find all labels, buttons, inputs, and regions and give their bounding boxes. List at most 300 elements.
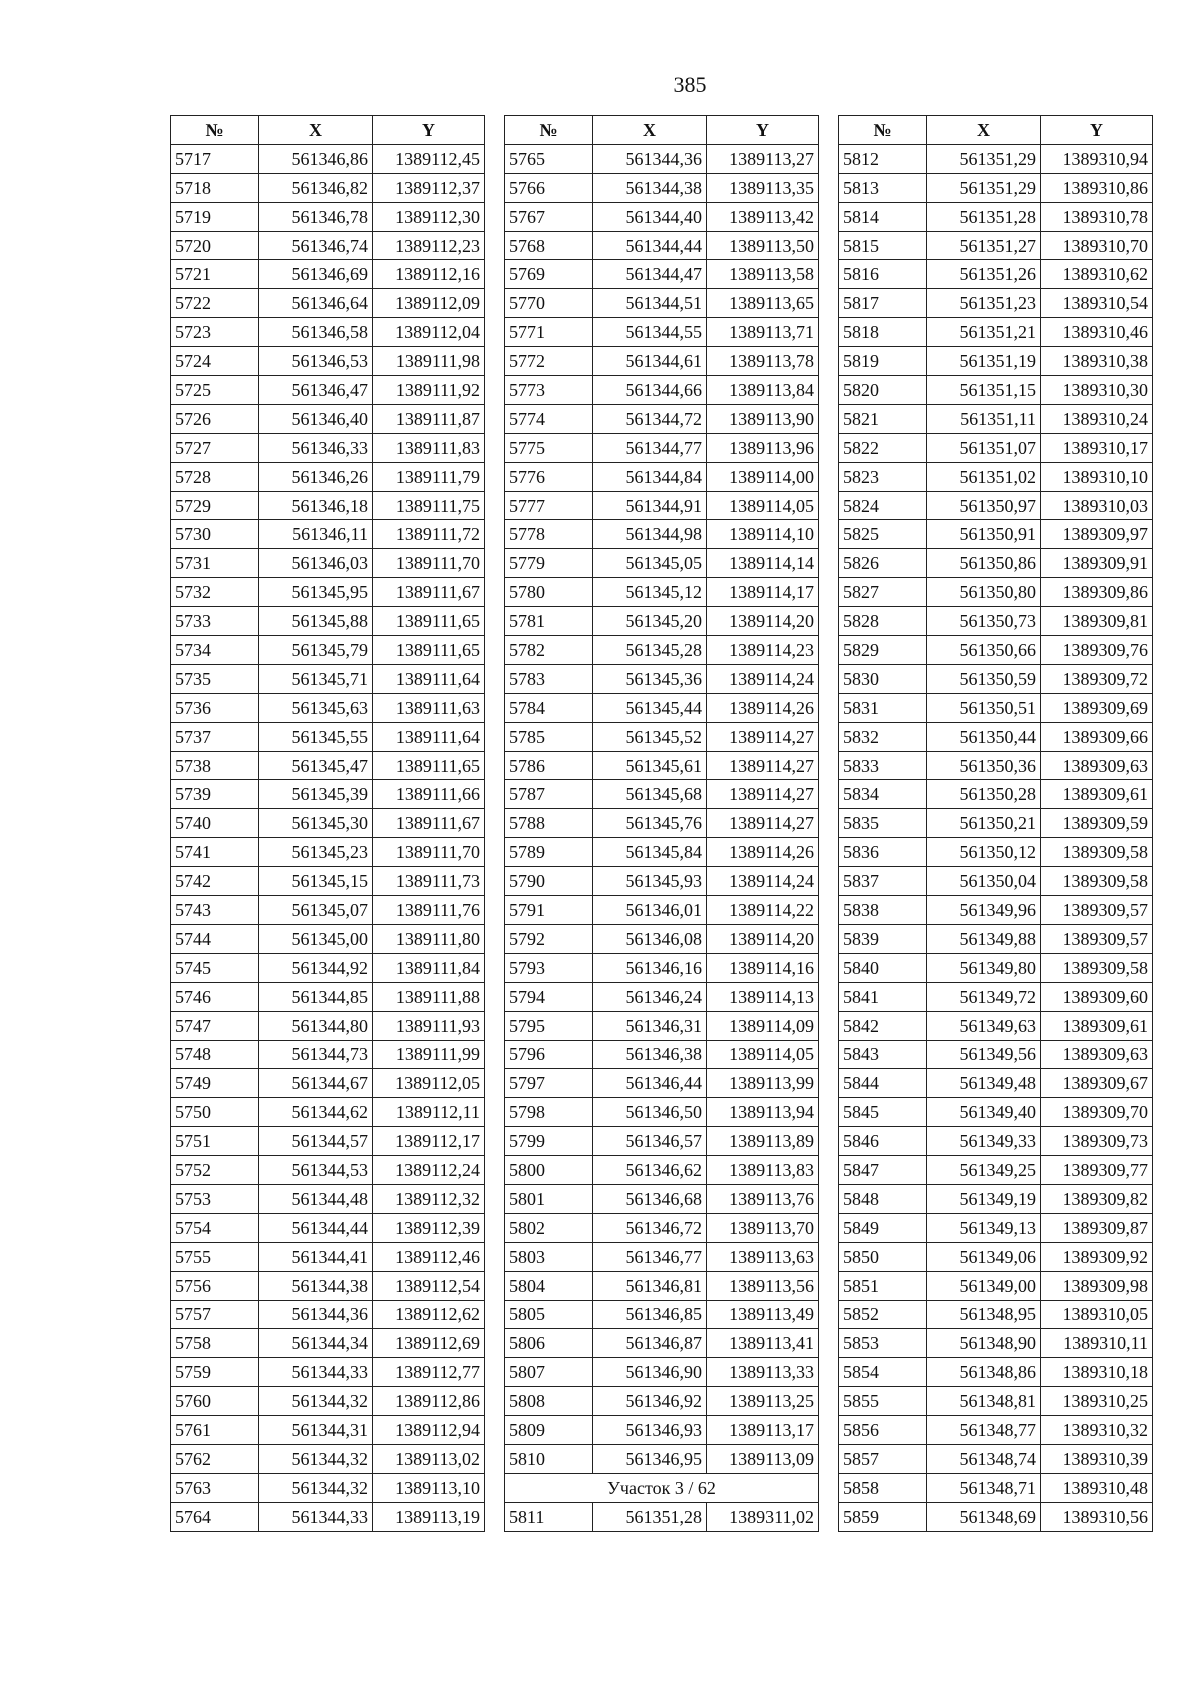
table-row: [839, 491, 1153, 520]
y-coordinate: 1389114,27: [707, 751, 819, 780]
x-coordinate: 561350,73: [927, 607, 1041, 636]
point-number: 5793: [505, 953, 593, 982]
point-number: 5820: [839, 376, 927, 405]
coordinates-table-3: [838, 115, 1153, 1532]
point-number: 5725: [171, 376, 259, 405]
table-row: [171, 549, 485, 578]
y-coordinate: 1389310,25: [1041, 1387, 1153, 1416]
point-number: 5844: [839, 1069, 927, 1098]
x-coordinate: 561345,36: [593, 664, 707, 693]
y-coordinate: 1389309,63: [1041, 751, 1153, 780]
point-number: 5778: [505, 520, 593, 549]
point-number: 5724: [171, 347, 259, 376]
y-coordinate: 1389114,27: [707, 780, 819, 809]
x-coordinate: 561344,48: [259, 1184, 373, 1213]
y-coordinate: 1389309,91: [1041, 549, 1153, 578]
x-coordinate: 561346,44: [593, 1069, 707, 1098]
table-row: [171, 289, 485, 318]
x-coordinate: 561351,15: [927, 376, 1041, 405]
table-row: [839, 1358, 1153, 1387]
y-coordinate: 1389113,65: [707, 289, 819, 318]
y-coordinate: 1389310,48: [1041, 1473, 1153, 1502]
y-coordinate: 1389112,62: [373, 1300, 485, 1329]
table-row: [171, 202, 485, 231]
table-row: [839, 953, 1153, 982]
table-row: [839, 376, 1153, 405]
point-number: 5811: [505, 1502, 593, 1531]
y-coordinate: 1389111,70: [373, 549, 485, 578]
y-coordinate: 1389111,64: [373, 664, 485, 693]
table-row: [839, 1444, 1153, 1473]
table-row: [839, 693, 1153, 722]
point-number: 5787: [505, 780, 593, 809]
y-coordinate: 1389111,67: [373, 578, 485, 607]
x-coordinate: 561351,27: [927, 231, 1041, 260]
y-coordinate: 1389309,59: [1041, 809, 1153, 838]
point-number: 5774: [505, 404, 593, 433]
table-row: [839, 433, 1153, 462]
point-number: 5780: [505, 578, 593, 607]
x-coordinate: 561346,58: [259, 318, 373, 347]
x-coordinate: 561345,61: [593, 751, 707, 780]
y-coordinate: 1389111,83: [373, 433, 485, 462]
y-coordinate: 1389113,10: [373, 1473, 485, 1502]
point-number: 5740: [171, 809, 259, 838]
table-row: [505, 549, 819, 578]
y-coordinate: 1389112,11: [373, 1098, 485, 1127]
point-number: 5730: [171, 520, 259, 549]
table-row: [505, 1329, 819, 1358]
table-row: [505, 318, 819, 347]
table-row: [171, 1040, 485, 1069]
y-coordinate: 1389111,65: [373, 607, 485, 636]
point-number: 5823: [839, 462, 927, 491]
y-coordinate: 1389114,24: [707, 664, 819, 693]
y-coordinate: 1389309,76: [1041, 636, 1153, 665]
table-row: [839, 1329, 1153, 1358]
y-coordinate: 1389111,64: [373, 722, 485, 751]
x-coordinate: 561345,12: [593, 578, 707, 607]
point-number: 5803: [505, 1242, 593, 1271]
point-number: 5770: [505, 289, 593, 318]
point-number: 5771: [505, 318, 593, 347]
x-coordinate: 561346,38: [593, 1040, 707, 1069]
table-row: [171, 1473, 485, 1502]
x-coordinate: 561344,67: [259, 1069, 373, 1098]
x-coordinate: 561344,61: [593, 347, 707, 376]
y-coordinate: 1389113,25: [707, 1387, 819, 1416]
x-coordinate: 561344,80: [259, 1011, 373, 1040]
y-coordinate: 1389111,75: [373, 491, 485, 520]
y-coordinate: 1389111,65: [373, 751, 485, 780]
table-row: [505, 1098, 819, 1127]
x-coordinate: 561350,28: [927, 780, 1041, 809]
point-number: 5786: [505, 751, 593, 780]
x-coordinate: 561350,86: [927, 549, 1041, 578]
table-row: [171, 1271, 485, 1300]
y-coordinate: 1389113,09: [707, 1444, 819, 1473]
point-number: 5790: [505, 867, 593, 896]
table-row: [839, 404, 1153, 433]
point-number: 5851: [839, 1271, 927, 1300]
y-coordinate: 1389309,69: [1041, 693, 1153, 722]
y-coordinate: 1389114,20: [707, 924, 819, 953]
table-row: [839, 289, 1153, 318]
y-coordinate: 1389310,70: [1041, 231, 1153, 260]
x-coordinate: 561345,71: [259, 664, 373, 693]
x-coordinate: 561345,93: [593, 867, 707, 896]
point-number: 5751: [171, 1127, 259, 1156]
x-coordinate: 561346,01: [593, 896, 707, 925]
y-coordinate: 1389112,37: [373, 173, 485, 202]
y-coordinate: 1389309,87: [1041, 1213, 1153, 1242]
table-row: [171, 433, 485, 462]
point-number: 5840: [839, 953, 927, 982]
table-row: [505, 1358, 819, 1387]
table-row: [171, 693, 485, 722]
x-coordinate: 561346,26: [259, 462, 373, 491]
x-coordinate: 561346,50: [593, 1098, 707, 1127]
point-number: 5764: [171, 1502, 259, 1531]
point-number: 5738: [171, 751, 259, 780]
x-coordinate: 561346,86: [259, 144, 373, 173]
table-row: [839, 607, 1153, 636]
y-coordinate: 1389309,66: [1041, 722, 1153, 751]
x-coordinate: 561349,00: [927, 1271, 1041, 1300]
x-coordinate: 561348,74: [927, 1444, 1041, 1473]
point-number: 5798: [505, 1098, 593, 1127]
x-coordinate: 561351,28: [927, 202, 1041, 231]
point-number: 5797: [505, 1069, 593, 1098]
y-coordinate: 1389111,79: [373, 462, 485, 491]
x-coordinate: 561350,80: [927, 578, 1041, 607]
point-number: 5748: [171, 1040, 259, 1069]
point-number: 5816: [839, 260, 927, 289]
point-number: 5814: [839, 202, 927, 231]
y-coordinate: 1389309,73: [1041, 1127, 1153, 1156]
y-coordinate: 1389310,86: [1041, 173, 1153, 202]
x-coordinate: 561344,38: [593, 173, 707, 202]
point-number: 5847: [839, 1156, 927, 1185]
y-coordinate: 1389113,90: [707, 404, 819, 433]
y-coordinate: 1389113,02: [373, 1444, 485, 1473]
table-row: [171, 1069, 485, 1098]
y-coordinate: 1389112,39: [373, 1213, 485, 1242]
point-number: 5806: [505, 1329, 593, 1358]
point-number: 5789: [505, 838, 593, 867]
point-number: 5763: [171, 1473, 259, 1502]
table-row: [505, 867, 819, 896]
header-x: X: [927, 116, 1041, 145]
table-row: [505, 260, 819, 289]
x-coordinate: 561346,72: [593, 1213, 707, 1242]
x-coordinate: 561344,44: [259, 1213, 373, 1242]
table-row: [839, 1387, 1153, 1416]
point-number: 5746: [171, 982, 259, 1011]
point-number: 5817: [839, 289, 927, 318]
point-number: 5783: [505, 664, 593, 693]
table-row: [839, 1156, 1153, 1185]
table-row: [505, 664, 819, 693]
point-number: 5734: [171, 636, 259, 665]
x-coordinate: 561344,47: [593, 260, 707, 289]
y-coordinate: 1389113,42: [707, 202, 819, 231]
table-row: [171, 924, 485, 953]
table-row: [505, 1069, 819, 1098]
point-number: 5838: [839, 896, 927, 925]
table-row: [171, 1011, 485, 1040]
y-coordinate: 1389113,76: [707, 1184, 819, 1213]
x-coordinate: 561345,55: [259, 722, 373, 751]
table-row: [505, 376, 819, 405]
y-coordinate: 1389113,58: [707, 260, 819, 289]
y-coordinate: 1389310,54: [1041, 289, 1153, 318]
x-coordinate: 561346,18: [259, 491, 373, 520]
x-coordinate: 561349,56: [927, 1040, 1041, 1069]
x-coordinate: 561349,33: [927, 1127, 1041, 1156]
y-coordinate: 1389112,17: [373, 1127, 485, 1156]
table-row: [505, 578, 819, 607]
header-x: X: [259, 116, 373, 145]
x-coordinate: 561345,39: [259, 780, 373, 809]
table-row: [839, 636, 1153, 665]
table-row: [839, 1127, 1153, 1156]
y-coordinate: 1389309,58: [1041, 953, 1153, 982]
x-coordinate: 561344,36: [593, 144, 707, 173]
x-coordinate: 561346,90: [593, 1358, 707, 1387]
point-number: 5802: [505, 1213, 593, 1242]
y-coordinate: 1389112,16: [373, 260, 485, 289]
y-coordinate: 1389112,77: [373, 1358, 485, 1387]
x-coordinate: 561348,86: [927, 1358, 1041, 1387]
x-coordinate: 561351,11: [927, 404, 1041, 433]
table-row: [505, 289, 819, 318]
y-coordinate: 1389309,61: [1041, 1011, 1153, 1040]
table-row: [505, 462, 819, 491]
y-coordinate: 1389114,00: [707, 462, 819, 491]
x-coordinate: 561349,80: [927, 953, 1041, 982]
section-row: [505, 1473, 819, 1502]
point-number: 5854: [839, 1358, 927, 1387]
y-coordinate: 1389113,89: [707, 1127, 819, 1156]
header-num: №: [839, 116, 927, 145]
x-coordinate: 561346,78: [259, 202, 373, 231]
x-coordinate: 561345,63: [259, 693, 373, 722]
table-row: [839, 1098, 1153, 1127]
table-row: [171, 1444, 485, 1473]
point-number: 5721: [171, 260, 259, 289]
point-number: 5755: [171, 1242, 259, 1271]
point-number: 5794: [505, 982, 593, 1011]
y-coordinate: 1389111,67: [373, 809, 485, 838]
x-coordinate: 561346,53: [259, 347, 373, 376]
x-coordinate: 561344,32: [259, 1473, 373, 1502]
point-number: 5719: [171, 202, 259, 231]
x-coordinate: 561349,25: [927, 1156, 1041, 1185]
point-number: 5752: [171, 1156, 259, 1185]
y-coordinate: 1389310,30: [1041, 376, 1153, 405]
table-row: [839, 1040, 1153, 1069]
table-row: [839, 1011, 1153, 1040]
header-num: №: [171, 116, 259, 145]
table-row: [171, 1242, 485, 1271]
table-row: [171, 1184, 485, 1213]
y-coordinate: 1389111,84: [373, 953, 485, 982]
x-coordinate: 561344,31: [259, 1416, 373, 1445]
point-number: 5812: [839, 144, 927, 173]
table-row: [839, 751, 1153, 780]
table-row: [839, 1213, 1153, 1242]
y-coordinate: 1389113,84: [707, 376, 819, 405]
y-coordinate: 1389112,69: [373, 1329, 485, 1358]
point-number: 5835: [839, 809, 927, 838]
table-row: [171, 404, 485, 433]
y-coordinate: 1389310,17: [1041, 433, 1153, 462]
x-coordinate: 561348,90: [927, 1329, 1041, 1358]
point-number: 5809: [505, 1416, 593, 1445]
y-coordinate: 1389112,54: [373, 1271, 485, 1300]
header-x: X: [593, 116, 707, 145]
x-coordinate: 561346,31: [593, 1011, 707, 1040]
table-row: [839, 578, 1153, 607]
point-number: 5846: [839, 1127, 927, 1156]
point-number: 5729: [171, 491, 259, 520]
table-row: [505, 520, 819, 549]
x-coordinate: 561345,84: [593, 838, 707, 867]
x-coordinate: 561345,23: [259, 838, 373, 867]
point-number: 5731: [171, 549, 259, 578]
table-row: [839, 1271, 1153, 1300]
y-coordinate: 1389112,46: [373, 1242, 485, 1271]
x-coordinate: 561345,00: [259, 924, 373, 953]
y-coordinate: 1389310,56: [1041, 1502, 1153, 1531]
x-coordinate: 561346,95: [593, 1444, 707, 1473]
y-coordinate: 1389112,05: [373, 1069, 485, 1098]
point-number: 5824: [839, 491, 927, 520]
x-coordinate: 561348,71: [927, 1473, 1041, 1502]
point-number: 5807: [505, 1358, 593, 1387]
x-coordinate: 561344,98: [593, 520, 707, 549]
table-row: [505, 751, 819, 780]
point-number: 5818: [839, 318, 927, 347]
table-row: [505, 1213, 819, 1242]
y-coordinate: 1389113,33: [707, 1358, 819, 1387]
y-coordinate: 1389111,92: [373, 376, 485, 405]
point-number: 5805: [505, 1300, 593, 1329]
point-number: 5832: [839, 722, 927, 751]
x-coordinate: 561349,88: [927, 924, 1041, 953]
x-coordinate: 561344,55: [593, 318, 707, 347]
x-coordinate: 561350,59: [927, 664, 1041, 693]
table-row: [505, 433, 819, 462]
table-row: [839, 231, 1153, 260]
x-coordinate: 561346,77: [593, 1242, 707, 1271]
table-row: [171, 953, 485, 982]
table-row: [505, 924, 819, 953]
x-coordinate: 561351,07: [927, 433, 1041, 462]
x-coordinate: 561344,33: [259, 1502, 373, 1531]
point-number: 5795: [505, 1011, 593, 1040]
table-row: [505, 1387, 819, 1416]
y-coordinate: 1389112,04: [373, 318, 485, 347]
x-coordinate: 561344,91: [593, 491, 707, 520]
point-number: 5825: [839, 520, 927, 549]
table-row: [505, 1271, 819, 1300]
point-number: 5831: [839, 693, 927, 722]
x-coordinate: 561346,62: [593, 1156, 707, 1185]
point-number: 5791: [505, 896, 593, 925]
table-row: [171, 722, 485, 751]
table-row: [505, 1011, 819, 1040]
point-number: 5759: [171, 1358, 259, 1387]
y-coordinate: 1389112,30: [373, 202, 485, 231]
x-coordinate: 561346,03: [259, 549, 373, 578]
x-coordinate: 561350,36: [927, 751, 1041, 780]
x-coordinate: 561350,21: [927, 809, 1041, 838]
x-coordinate: 561346,08: [593, 924, 707, 953]
y-coordinate: 1389114,16: [707, 953, 819, 982]
point-number: 5839: [839, 924, 927, 953]
table-row: [505, 202, 819, 231]
header-y: Y: [707, 116, 819, 145]
x-coordinate: 561344,33: [259, 1358, 373, 1387]
y-coordinate: 1389113,50: [707, 231, 819, 260]
table-row: [505, 1156, 819, 1185]
x-coordinate: 561346,87: [593, 1329, 707, 1358]
y-coordinate: 1389311,02: [707, 1502, 819, 1531]
table-row: [171, 231, 485, 260]
point-number: 5801: [505, 1184, 593, 1213]
point-number: 5717: [171, 144, 259, 173]
table-row: [839, 520, 1153, 549]
point-number: 5739: [171, 780, 259, 809]
x-coordinate: 561349,72: [927, 982, 1041, 1011]
x-coordinate: 561346,57: [593, 1127, 707, 1156]
point-number: 5762: [171, 1444, 259, 1473]
y-coordinate: 1389114,27: [707, 722, 819, 751]
table-row: [839, 1473, 1153, 1502]
y-coordinate: 1389309,92: [1041, 1242, 1153, 1271]
table-row: [505, 1040, 819, 1069]
x-coordinate: 561344,34: [259, 1329, 373, 1358]
point-number: 5720: [171, 231, 259, 260]
y-coordinate: 1389111,72: [373, 520, 485, 549]
y-coordinate: 1389111,80: [373, 924, 485, 953]
table-row: [171, 896, 485, 925]
x-coordinate: 561346,93: [593, 1416, 707, 1445]
point-number: 5785: [505, 722, 593, 751]
point-number: 5743: [171, 896, 259, 925]
y-coordinate: 1389309,58: [1041, 838, 1153, 867]
header-num: №: [505, 116, 593, 145]
y-coordinate: 1389309,77: [1041, 1156, 1153, 1185]
y-coordinate: 1389113,78: [707, 347, 819, 376]
table-row: [171, 751, 485, 780]
table-row: [839, 838, 1153, 867]
y-coordinate: 1389113,99: [707, 1069, 819, 1098]
x-coordinate: 561348,69: [927, 1502, 1041, 1531]
table-row: [505, 231, 819, 260]
table-row: [171, 838, 485, 867]
table-row: [505, 1184, 819, 1213]
y-coordinate: 1389310,46: [1041, 318, 1153, 347]
x-coordinate: 561344,41: [259, 1242, 373, 1271]
table-row: [171, 809, 485, 838]
y-coordinate: 1389111,93: [373, 1011, 485, 1040]
x-coordinate: 561344,92: [259, 953, 373, 982]
point-number: 5810: [505, 1444, 593, 1473]
point-number: 5859: [839, 1502, 927, 1531]
